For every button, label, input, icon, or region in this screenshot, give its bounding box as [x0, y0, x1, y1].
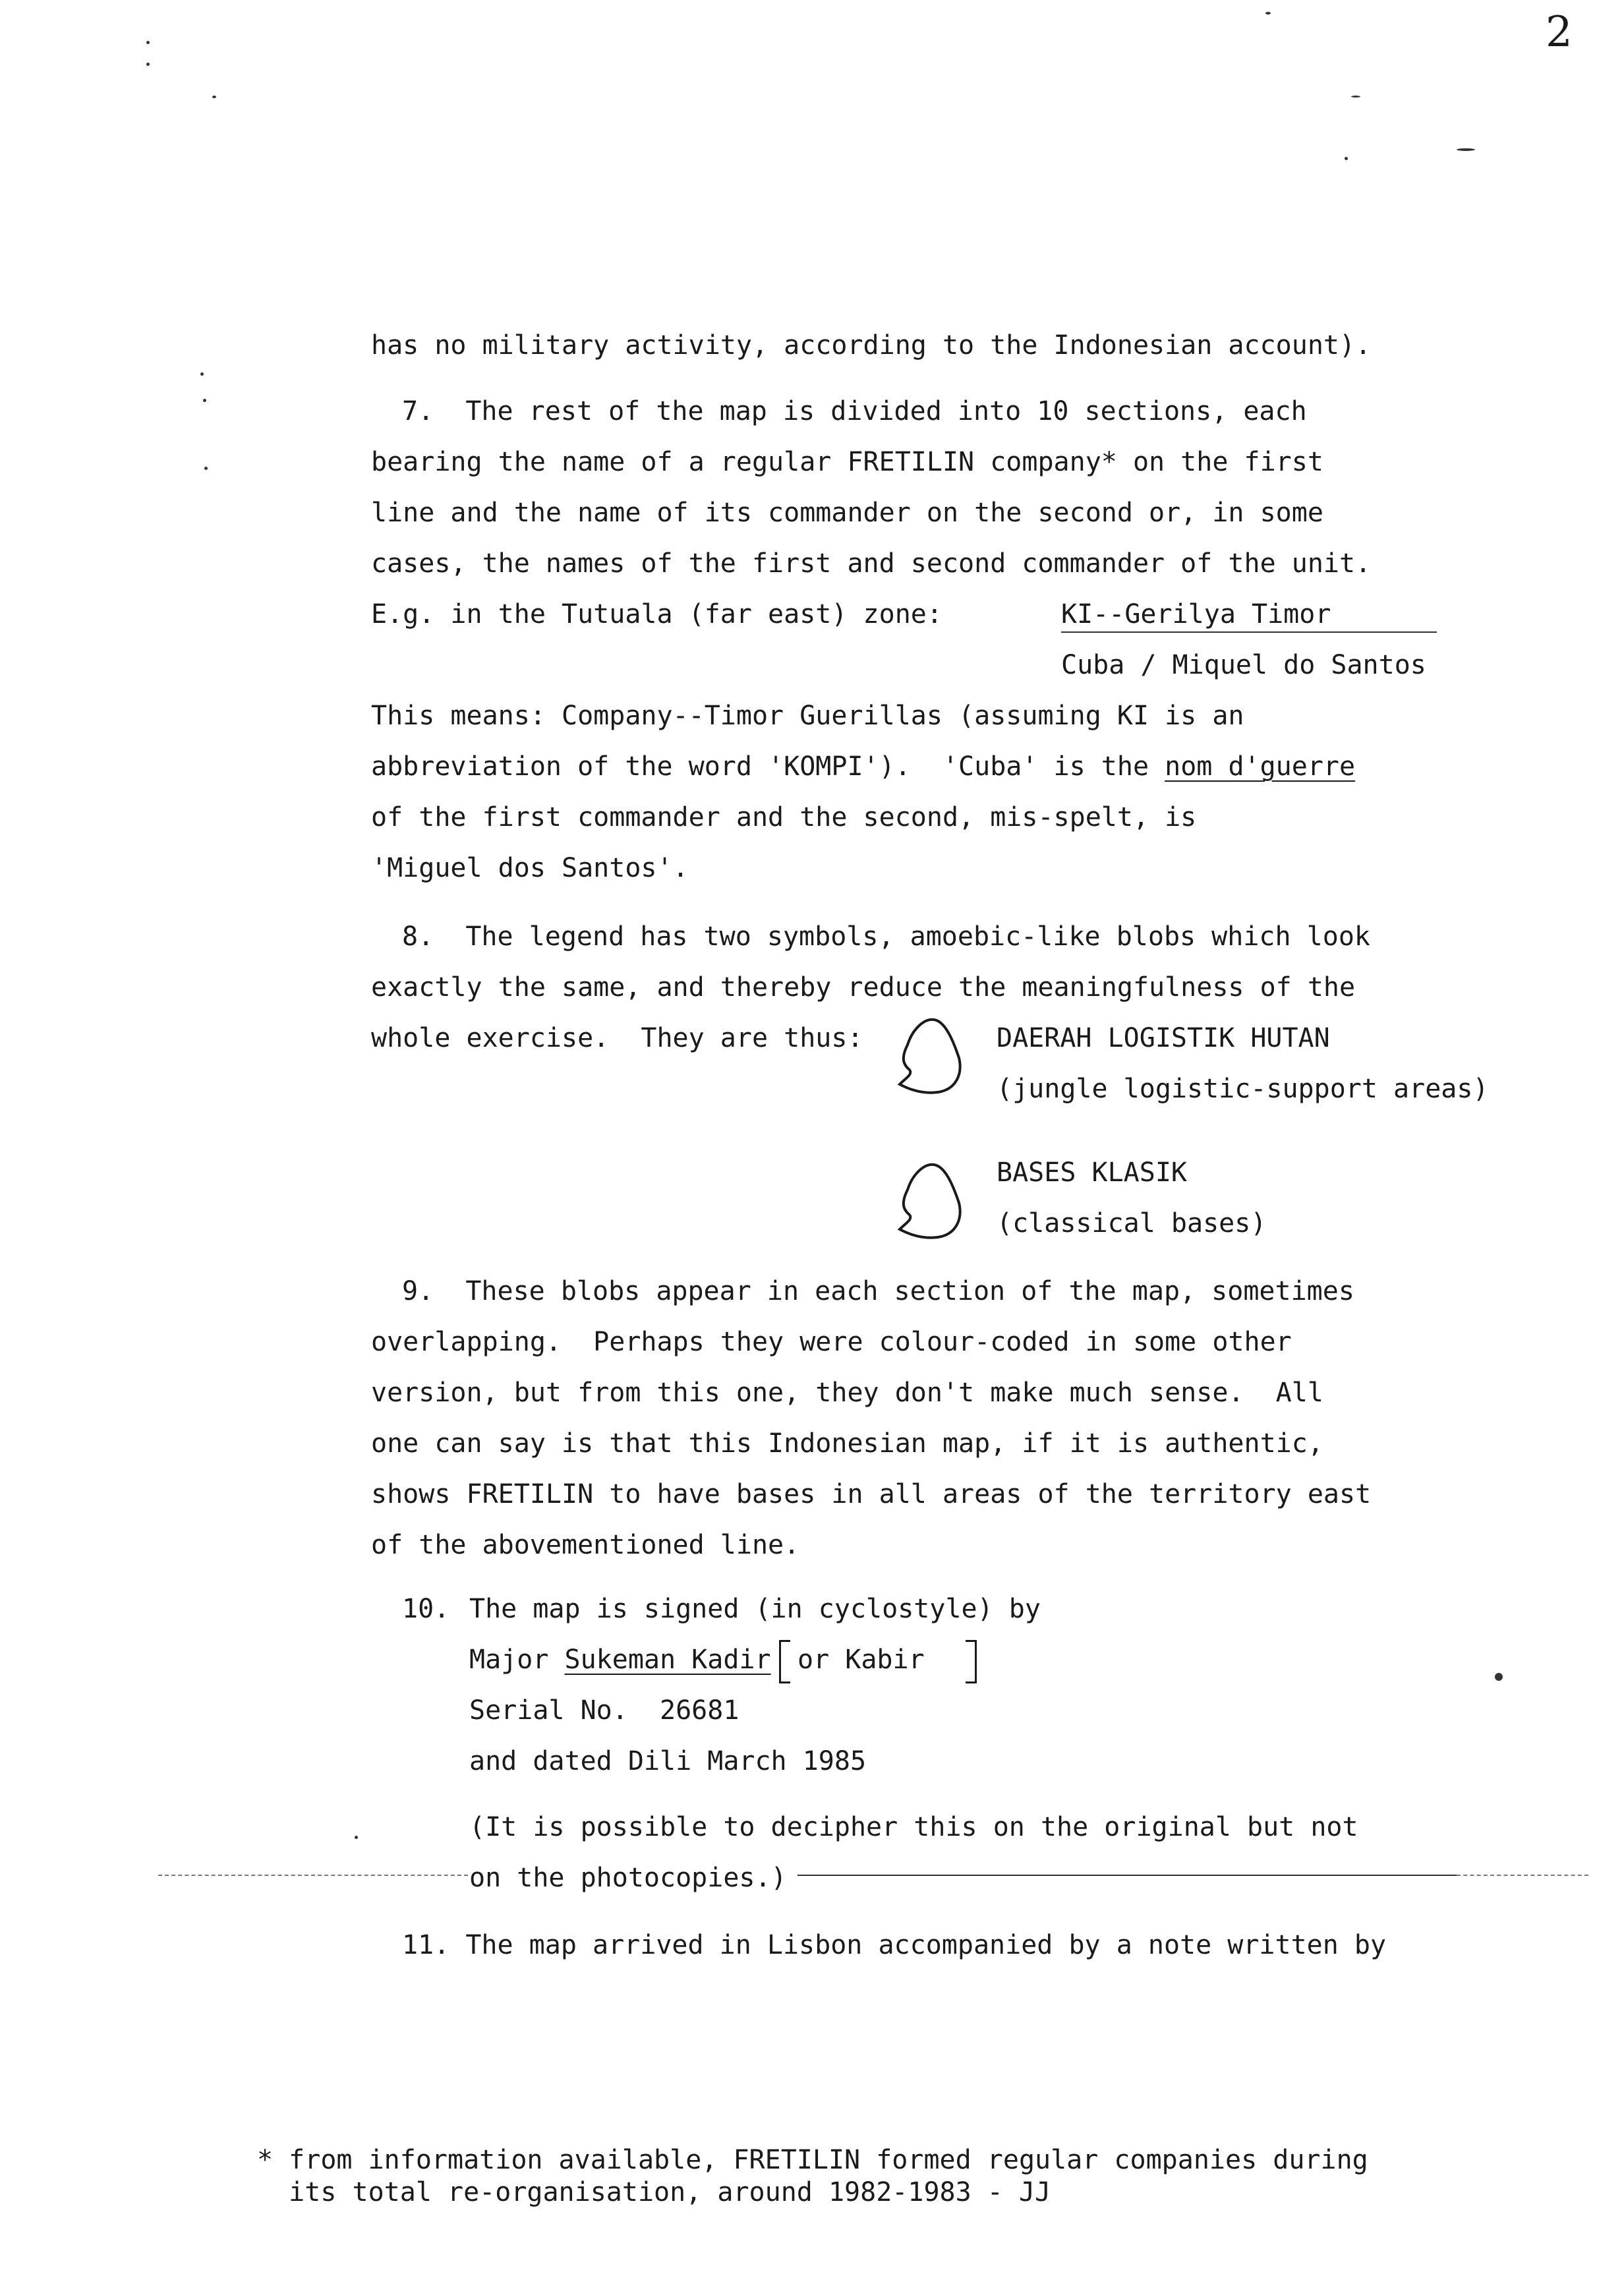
- legend-gloss: (jungle logistic-support areas): [997, 1074, 1489, 1104]
- legend-title: BASES KLASIK: [997, 1157, 1187, 1188]
- company-underline: [1061, 631, 1437, 633]
- blob-icon: [893, 1157, 979, 1242]
- para7-line: of the first commander and the second, mis-spelt, is: [371, 802, 1197, 832]
- speck: [212, 96, 216, 98]
- para10-note: on the photocopies.): [469, 1863, 787, 1893]
- intro-line: has no military activity, according to the Indonesian account).: [371, 330, 1372, 361]
- para7-line: cases, the names of the first and second commander of the unit.: [371, 548, 1372, 579]
- speck: [146, 41, 150, 44]
- speck: [1457, 148, 1475, 151]
- signatory-line: [469, 1644, 771, 1676]
- para10-number: 10.: [402, 1594, 450, 1624]
- para8-line: whole exercise. They are thus:: [371, 1023, 863, 1053]
- abbrev-text: abbreviation of the word 'KOMPI'). 'Cuba' is the: [371, 751, 1165, 782]
- copy-edge-line: [1457, 1875, 1588, 1876]
- speck: [203, 399, 206, 402]
- alternate-name: or Kabir: [798, 1645, 925, 1675]
- nom-de-guerre-text: nom d'guerre: [1165, 751, 1356, 782]
- page-number: 2: [1546, 8, 1573, 57]
- para7-line: line and the name of its commander on the second or, in some: [371, 498, 1323, 528]
- copy-edge-line: [158, 1875, 468, 1876]
- example-label: E.g. in the Tutuala (far east) zone:: [371, 599, 942, 629]
- para9-line: shows FRETILIN to have bases in all areas of the territory east: [371, 1479, 1372, 1509]
- para9-line: version, but from this one, they don't make much sense. All: [371, 1378, 1323, 1408]
- speck: [200, 372, 204, 376]
- para10-note: (It is possible to decipher this on the original but not: [469, 1812, 1358, 1842]
- para7-abbrev-line: [371, 751, 1355, 782]
- speck: [1495, 1673, 1503, 1681]
- para7-line: bearing the name of a regular FRETILIN company* on the first: [371, 447, 1323, 477]
- serial-number: Serial No. 26681: [469, 1695, 740, 1726]
- para8-line: exactly the same, and thereby reduce the meaningfulness of the: [371, 972, 1356, 1003]
- para8-line: 8. The legend has two symbols, amoebic-like blobs which look: [402, 921, 1371, 952]
- para7-means-line: This means: Company--Timor Guerillas (assuming KI is an: [371, 701, 1244, 731]
- speck: [355, 1836, 358, 1839]
- speck: [1345, 157, 1348, 160]
- blob-icon: [893, 1012, 979, 1097]
- legend-gloss: (classical bases): [997, 1208, 1267, 1239]
- para9-line: one can say is that this Indonesian map, if it is authentic,: [371, 1428, 1323, 1459]
- speck: [204, 467, 208, 470]
- para11-line: 11. The map arrived in Lisbon accompanied by a note written by: [402, 1930, 1387, 1960]
- rank-text: Major: [469, 1645, 565, 1675]
- para10-line: The map is signed (in cyclostyle) by: [469, 1594, 1041, 1624]
- para9-line: 9. These blobs appear in each section of the map, sometimes: [402, 1276, 1354, 1306]
- signatory-name: Sukeman Kadir: [564, 1645, 771, 1675]
- example-commanders: Cuba / Miquel do Santos: [1061, 650, 1426, 680]
- para9-line: overlapping. Perhaps they were colour-coded in some other: [371, 1327, 1292, 1357]
- para7-line: 7. The rest of the map is divided into 10 sections, each: [402, 396, 1307, 426]
- footnote-line: * from information available, FRETILIN formed regular companies during: [257, 2145, 1368, 2175]
- speck: [146, 63, 150, 66]
- legend-title: DAERAH LOGISTIK HUTAN: [997, 1023, 1330, 1053]
- footnote-line: its total re-organisation, around 1982-1983 - JJ: [257, 2177, 1051, 2207]
- speck: [1265, 12, 1271, 15]
- para7-line: 'Miguel dos Santos'.: [371, 853, 689, 883]
- speck: [1351, 96, 1360, 98]
- left-bracket: [779, 1640, 790, 1683]
- example-company: KI--Gerilya Timor: [1061, 599, 1331, 629]
- copy-edge-line: [798, 1875, 1457, 1876]
- date-line: and dated Dili March 1985: [469, 1746, 867, 1776]
- right-bracket: [966, 1640, 977, 1683]
- para9-line: of the abovementioned line.: [371, 1530, 800, 1560]
